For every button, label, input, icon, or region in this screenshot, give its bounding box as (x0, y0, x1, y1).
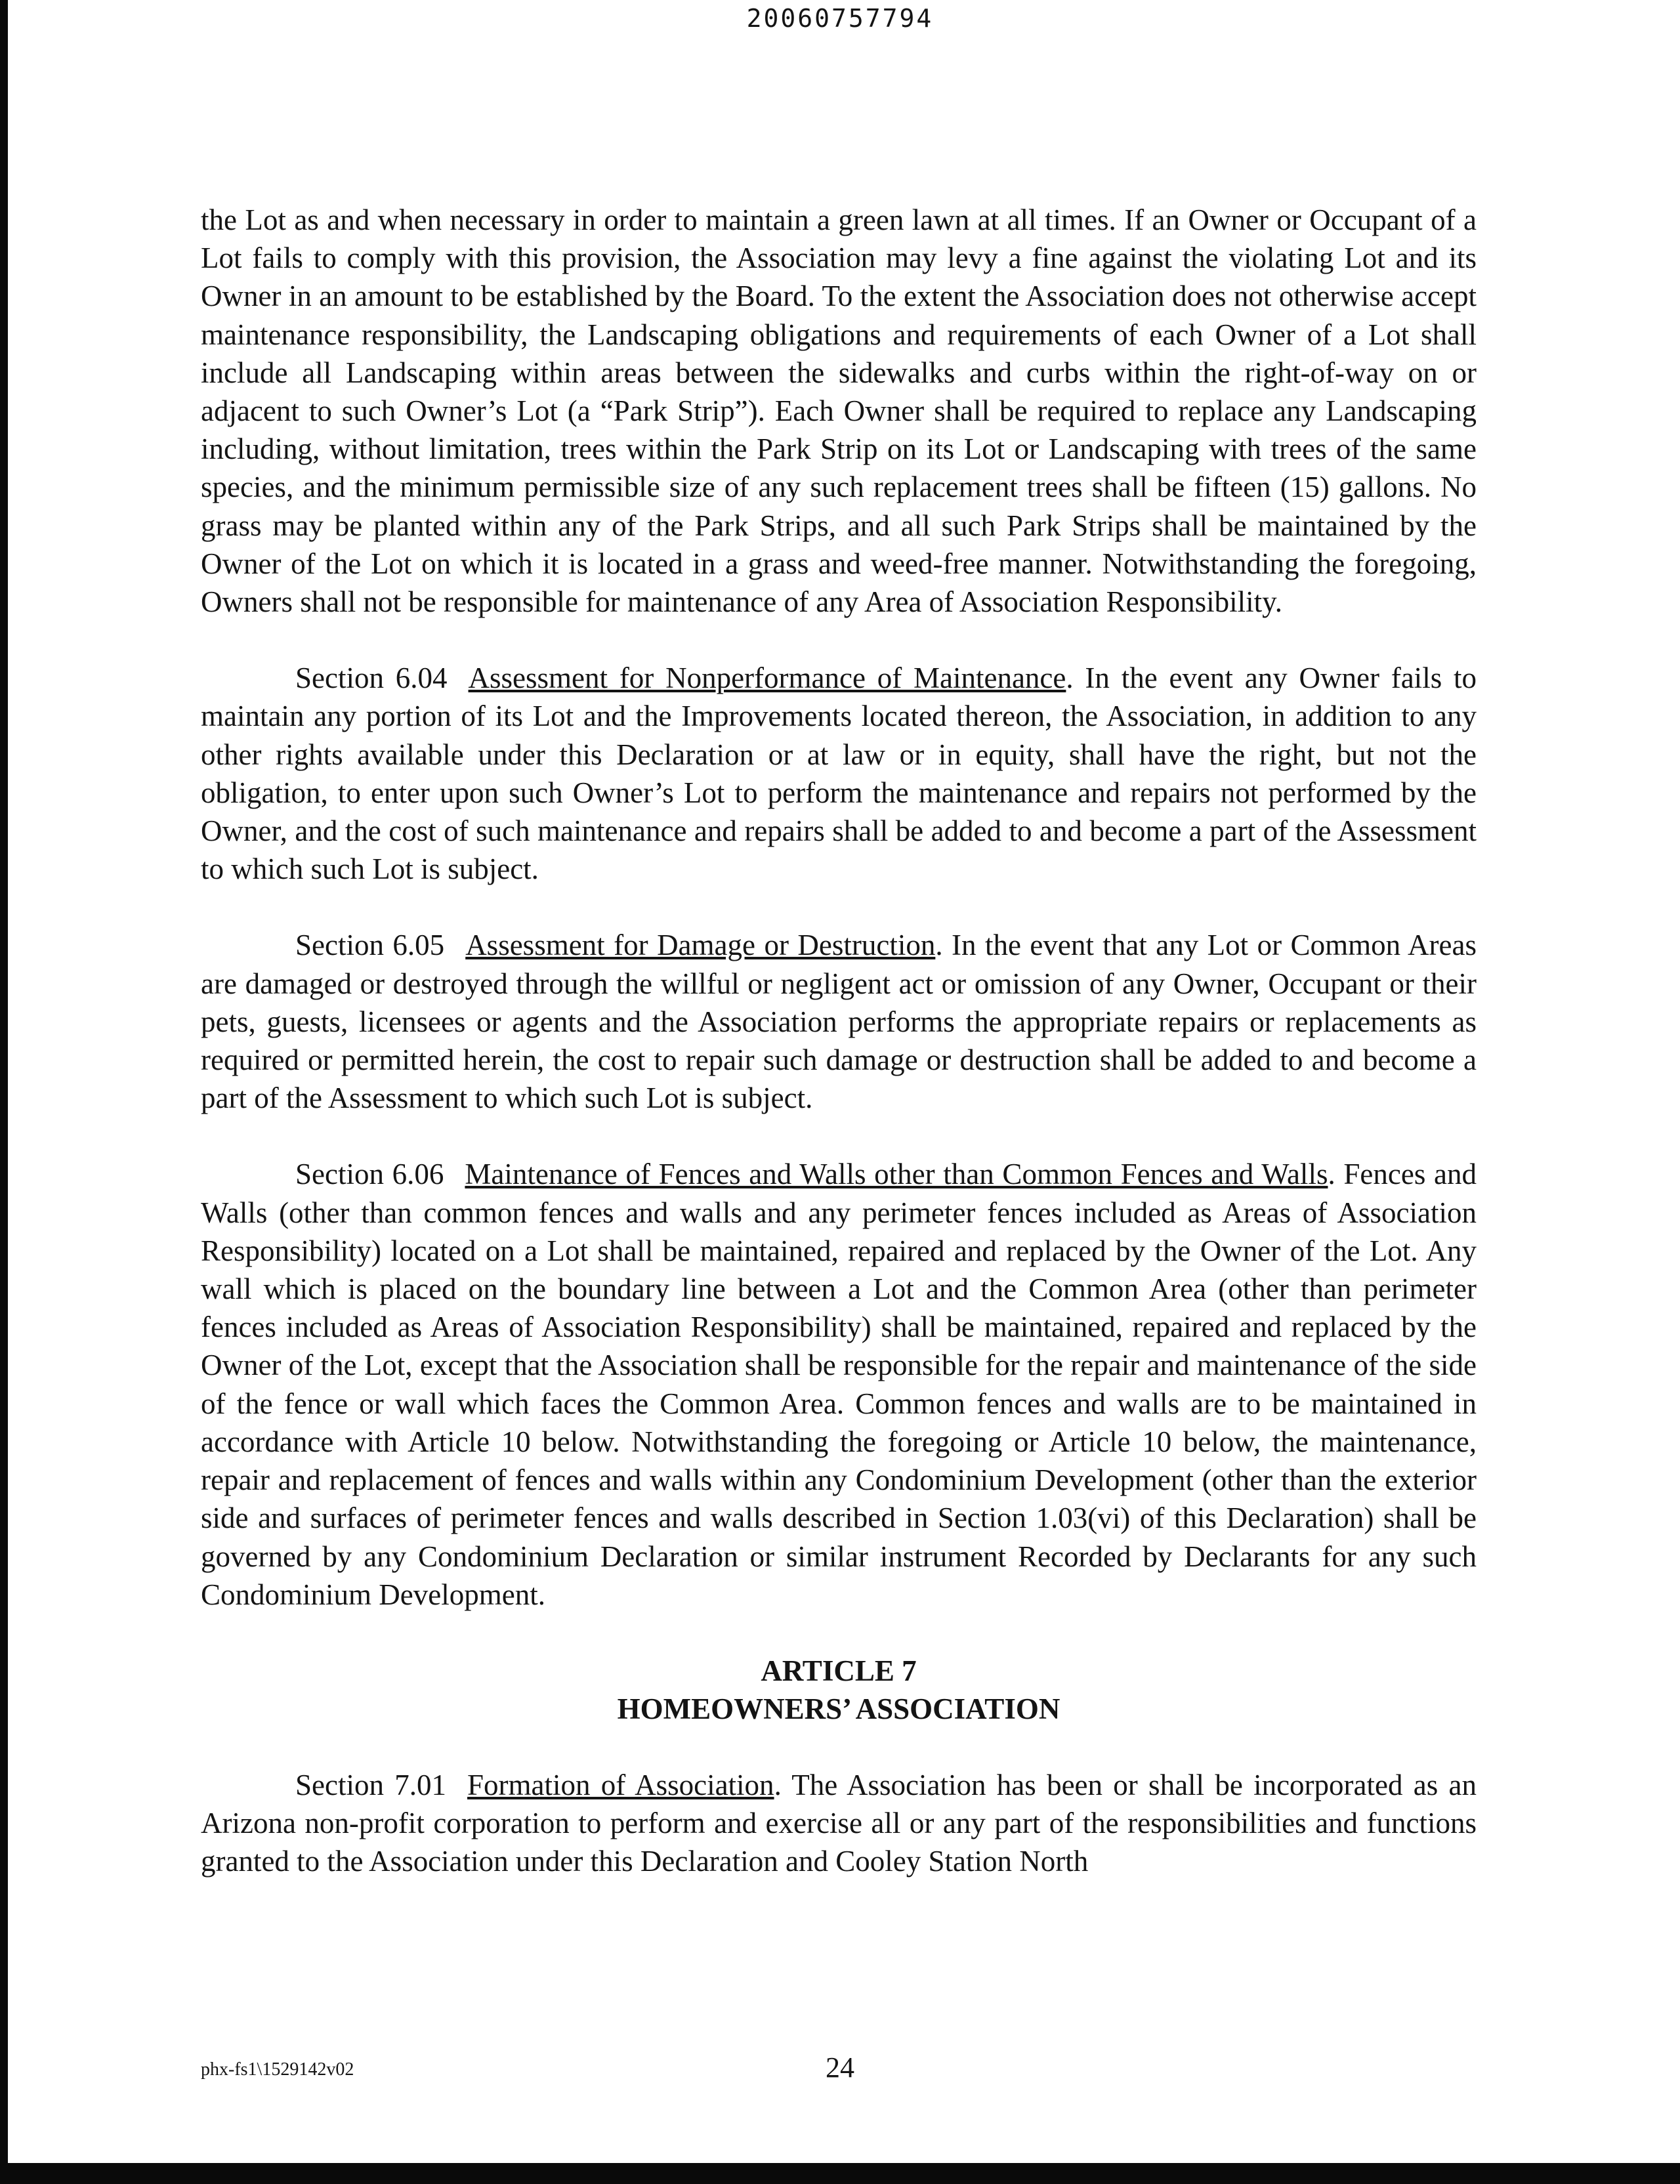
section-text: . Fences and Walls (other than common fences and walls and any perimeter fences included as Areas of Association Responsibility) located on a Lot shall be maintained, repaired and replaced by the Owner of the Lot. Any wall which is placed on the boundary line between a Lot and the Common Area (other than perimeter fences included as Areas of Association Responsibility) shall be maintained, repaired and replaced by the Owner of the Lot, except that the Association shall be responsible for the repair and maintenance of the side of the fence or wall which faces the Common Area. Common fences and walls are to be maintained in accordance with Article 10 below. Notwithstanding the foregoing or Article 10 below, the maintenance, repair and replacement of fences and walls within any Condominium Development (other than the exterior side and surfaces of perimeter fences and walls described in Section 1.03(vi) of this Declaration) shall be governed by any Condominium Declaration or similar instrument Recorded by Declarants for any such Condominium Development. (201, 1158, 1477, 1611)
section-6-05 (201, 926, 1477, 1117)
section-number: Section 6.04 (295, 662, 448, 695)
footer-document-reference: phx-fs1\1529142v02 (201, 2059, 354, 2080)
section-text: . In the event any Owner fails to maintain any portion of its Lot and the Improvements located thereon, the Association, in addition to any other rights available under this Declaration or at law or in equity, shall have the right, but not the obligation, to enter upon such Owner’s Lot to perform the maintenance and repairs not performed by the Owner, and the cost of such maintenance and repairs shall be added to and become a part of the Assessment to which such Lot is subject. (201, 662, 1477, 886)
scan-bottom-edge (0, 2163, 1680, 2184)
article-title: HOMEOWNERS’ ASSOCIATION (617, 1692, 1060, 1725)
section-7-01 (201, 1766, 1477, 1881)
scan-left-edge (0, 0, 8, 2184)
section-6-06 (201, 1155, 1477, 1613)
continuation-paragraph: the Lot as and when necessary in order to maintain a green lawn at all times. If an Owner or Occupant of a Lot fails to comply with this provision, the Association may levy a fine against the violating Lot and its Owner in an amount to be established by the Board. To the extent the Association does not otherwise accept maintenance responsibility, the Landscaping obligations and requirements of each Owner of a Lot shall include all Landscaping within areas between the sidewalks and curbs within the right-of-way on or adjacent to such Owner’s Lot (a “Park Strip”). Each Owner shall be required to replace any Landscaping including, without limitation, trees within the Park Strip on its Lot or Landscaping with trees of the same species, and the minimum permissible size of any such replacement trees shall be fifteen (15) gallons. No grass may be planted within any of the Park Strips, and all such Park Strips shall be maintained by the Owner of the Lot on which it is located in a grass and weed-free manner. Notwithstanding the foregoing, Owners shall not be responsible for maintenance of any Area of Association Responsibility. (201, 203, 1477, 619)
section-text: . In the event that any Lot or Common Areas are damaged or destroyed through the willful or negligent act or omission of any Owner, Occupant or their pets, guests, licensees or agents and the Association performs the appropriate repairs or replacements as required or permitted herein, the cost to repair such damage or destruction shall be added to and become a part of the Assessment to which such Lot is subject. (201, 929, 1477, 1115)
section-number: Section 6.05 (295, 929, 445, 962)
article-number: ARTICLE 7 (761, 1654, 917, 1687)
page-number: 24 (826, 2051, 854, 2084)
section-heading: Assessment for Nonperformance of Maintenance (468, 662, 1066, 695)
section-text: . The Association has been or shall be incorporated as an Arizona non-profit corporation to perform and exercise all or any part of the responsibilities and functions granted to the Association under this Declaration and Cooley Station North (201, 1768, 1477, 1878)
section-6-04 (201, 659, 1477, 888)
section-number: Section 6.06 (295, 1158, 444, 1191)
document-body (201, 201, 1477, 1881)
section-number: Section 7.01 (295, 1768, 447, 1801)
section-heading: Formation of Association (467, 1768, 774, 1801)
section-heading: Maintenance of Fences and Walls other than Common Fences and Walls (465, 1158, 1328, 1191)
recording-number: 20060757794 (746, 4, 934, 33)
section-heading: Assessment for Damage or Destruction (465, 929, 936, 962)
article-heading (201, 1652, 1477, 1728)
